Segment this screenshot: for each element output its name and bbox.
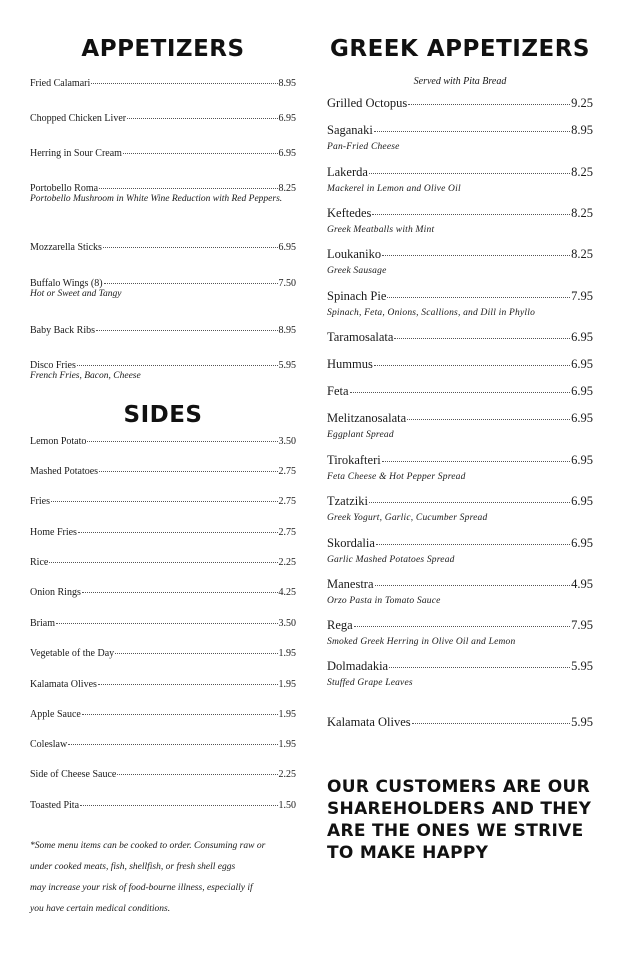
menu-item: [327, 494, 593, 524]
item-description: Mackerel in Lemon and Olive Oil: [327, 184, 461, 194]
item-description: Greek Yogurt, Garlic, Cucumber Spread: [327, 513, 488, 523]
item-price: 6.95: [278, 148, 296, 159]
menu-item: [327, 536, 593, 566]
item-name: Manestra: [327, 577, 374, 591]
item-description: Greek Sausage: [327, 266, 387, 276]
item-name: Taramosalata: [327, 330, 394, 344]
item-price: 5.95: [571, 659, 593, 673]
menu-item: [327, 165, 593, 195]
item-price: 8.95: [278, 78, 296, 89]
menu-item: [327, 384, 593, 399]
side-item: [30, 618, 296, 629]
item-price: 1.95: [278, 739, 296, 750]
item-price: 8.95: [278, 325, 296, 336]
item-price: 1.95: [278, 648, 296, 659]
item-description: Orzo Pasta in Tomato Sauce: [327, 596, 441, 606]
menu-item: [30, 278, 296, 300]
item-name: Herring in Sour Cream: [30, 148, 122, 159]
menu-item: [30, 78, 296, 89]
health-disclaimer: [30, 836, 300, 920]
item-name: Hummus: [327, 357, 373, 371]
menu-item: [327, 289, 593, 319]
item-name: Fries: [30, 496, 50, 507]
side-item: [30, 769, 296, 780]
item-name: Lakerda: [327, 165, 368, 179]
item-description: Stuffed Grape Leaves: [327, 678, 413, 688]
sides-heading: SIDES: [123, 402, 203, 428]
item-price: 8.25: [278, 183, 296, 194]
item-price: 6.95: [571, 384, 593, 398]
item-name: Kalamata Olives: [327, 715, 411, 729]
item-price: 2.25: [278, 769, 296, 780]
menu-item: [30, 325, 296, 336]
item-description: Garlic Mashed Potatoes Spread: [327, 555, 455, 565]
menu-item: [327, 247, 593, 277]
item-name: Fried Calamari: [30, 78, 91, 89]
item-price: 6.95: [571, 330, 593, 344]
item-price: 4.25: [278, 587, 296, 598]
item-name: Vegetable of the Day: [30, 648, 115, 659]
item-name: Melitzanosalata: [327, 411, 407, 425]
side-item: [30, 587, 296, 598]
item-name: Tirokafteri: [327, 453, 381, 467]
menu-item: [30, 183, 296, 205]
menu-item: [327, 659, 593, 689]
item-name: Onion Rings: [30, 587, 81, 598]
menu-item: [327, 453, 593, 483]
menu-item: [30, 113, 296, 124]
item-price: 8.25: [571, 165, 593, 179]
item-name: Saganaki: [327, 123, 373, 137]
item-name: Portobello Roma: [30, 183, 99, 194]
disclaimer-line: *Some menu items can be cooked to order. Consuming raw or: [30, 841, 266, 851]
item-name: Lemon Potato: [30, 436, 87, 447]
item-name: Briam: [30, 618, 55, 629]
side-item: [30, 527, 296, 538]
item-price: 6.95: [571, 357, 593, 371]
item-name: Rega: [327, 618, 353, 632]
item-name: Apple Sauce: [30, 709, 81, 720]
item-description: Hot or Sweet and Tangy: [30, 289, 122, 299]
item-price: 5.95: [571, 715, 593, 729]
item-price: 9.25: [571, 96, 593, 110]
slogan-line: ARE THE ONES WE STRIVE: [327, 821, 584, 841]
side-item: [30, 709, 296, 720]
item-price: 6.95: [278, 242, 296, 253]
menu-item: [327, 206, 593, 236]
item-price: 7.95: [571, 618, 593, 632]
item-name: Skordalia: [327, 536, 375, 550]
item-price: 3.50: [278, 436, 296, 447]
item-name: Kalamata Olives: [30, 679, 97, 690]
greek-appetizers-heading: GREEK APPETIZERS: [330, 36, 590, 62]
item-price: 8.25: [571, 206, 593, 220]
disclaimer-line: you have certain medical conditions.: [30, 904, 171, 914]
item-price: 2.75: [278, 466, 296, 477]
item-description: French Fries, Bacon, Cheese: [30, 371, 141, 381]
item-price: 1.95: [278, 679, 296, 690]
side-item: [30, 739, 296, 750]
item-name: Chopped Chicken Liver: [30, 113, 127, 124]
item-name: Baby Back Ribs: [30, 325, 95, 336]
item-name: Keftedes: [327, 206, 372, 220]
side-item: [30, 557, 296, 568]
appetizers-heading: APPETIZERS: [81, 36, 245, 62]
item-name: Mashed Potatoes: [30, 466, 99, 477]
item-description: Feta Cheese & Hot Pepper Spread: [327, 472, 466, 482]
disclaimer-line: under cooked meats, fish, shellfish, or fresh shell eggs: [30, 862, 236, 872]
item-price: 2.75: [278, 527, 296, 538]
item-price: 1.95: [278, 709, 296, 720]
item-name: Spinach Pie: [327, 289, 387, 303]
item-price: 8.25: [571, 247, 593, 261]
side-item: [30, 679, 296, 690]
item-name: Disco Fries: [30, 360, 76, 371]
item-description: Spinach, Feta, Onions, Scallions, and Dill in Phyllo: [327, 308, 536, 318]
menu-item: [327, 96, 593, 111]
item-price: 6.95: [571, 453, 593, 467]
item-price: 2.75: [278, 496, 296, 507]
item-price: 6.95: [278, 113, 296, 124]
slogan-line: TO MAKE HAPPY: [327, 843, 489, 863]
item-price: 8.95: [571, 123, 593, 137]
disclaimer-line: may increase your risk of food-bourne illness, especially if: [30, 883, 253, 893]
item-price: 6.95: [571, 536, 593, 550]
menu-item: [327, 123, 593, 153]
item-name: Toasted Pita: [30, 800, 80, 811]
menu-item: [327, 357, 593, 372]
side-item: [30, 800, 296, 811]
slogan-line: OUR CUSTOMERS ARE OUR: [327, 777, 591, 797]
item-price: 7.95: [571, 289, 593, 303]
item-description: Pan-Fried Cheese: [327, 142, 400, 152]
menu-item: [327, 330, 593, 345]
side-item: [30, 466, 296, 477]
item-price: 4.95: [571, 577, 593, 591]
customer-slogan: [327, 776, 597, 864]
menu-item: [327, 715, 593, 730]
item-price: 5.95: [278, 360, 296, 371]
item-name: Side of Cheese Sauce: [30, 769, 117, 780]
menu-item: [327, 577, 593, 607]
item-price: 3.50: [278, 618, 296, 629]
item-name: Loukaniko: [327, 247, 382, 261]
menu-item: [327, 411, 593, 441]
item-name: Mozzarella Sticks: [30, 242, 102, 253]
item-name: Dolmadakia: [327, 659, 389, 673]
section-subtitle: Served with Pita Bread: [413, 76, 507, 87]
item-description: Eggplant Spread: [327, 430, 394, 440]
item-price: 6.95: [571, 411, 593, 425]
item-description: Smoked Greek Herring in Olive Oil and Lemon: [327, 637, 516, 647]
item-description: Portobello Mushroom in White Wine Reduction with Red Peppers.: [30, 194, 283, 204]
item-price: 1.50: [278, 800, 296, 811]
item-name: Tzatziki: [327, 494, 368, 508]
side-item: [30, 436, 296, 447]
menu-item: [30, 148, 296, 159]
menu-item: [30, 360, 296, 382]
slogan-line: SHAREHOLDERS AND THEY: [327, 799, 592, 819]
side-item: [30, 496, 296, 507]
side-item: [30, 648, 296, 659]
item-price: 6.95: [571, 494, 593, 508]
menu-item: [30, 242, 296, 253]
item-name: Home Fries: [30, 527, 77, 538]
item-description: Greek Meatballs with Mint: [327, 225, 435, 235]
item-name: Feta: [327, 384, 349, 398]
item-name: Coleslaw: [30, 739, 68, 750]
item-name: Rice: [30, 557, 49, 568]
item-price: 2.25: [278, 557, 296, 568]
menu-item: [327, 618, 593, 648]
item-price: 7.50: [278, 278, 296, 289]
item-name: Buffalo Wings (8): [30, 278, 103, 289]
item-name: Grilled Octopus: [327, 96, 408, 110]
